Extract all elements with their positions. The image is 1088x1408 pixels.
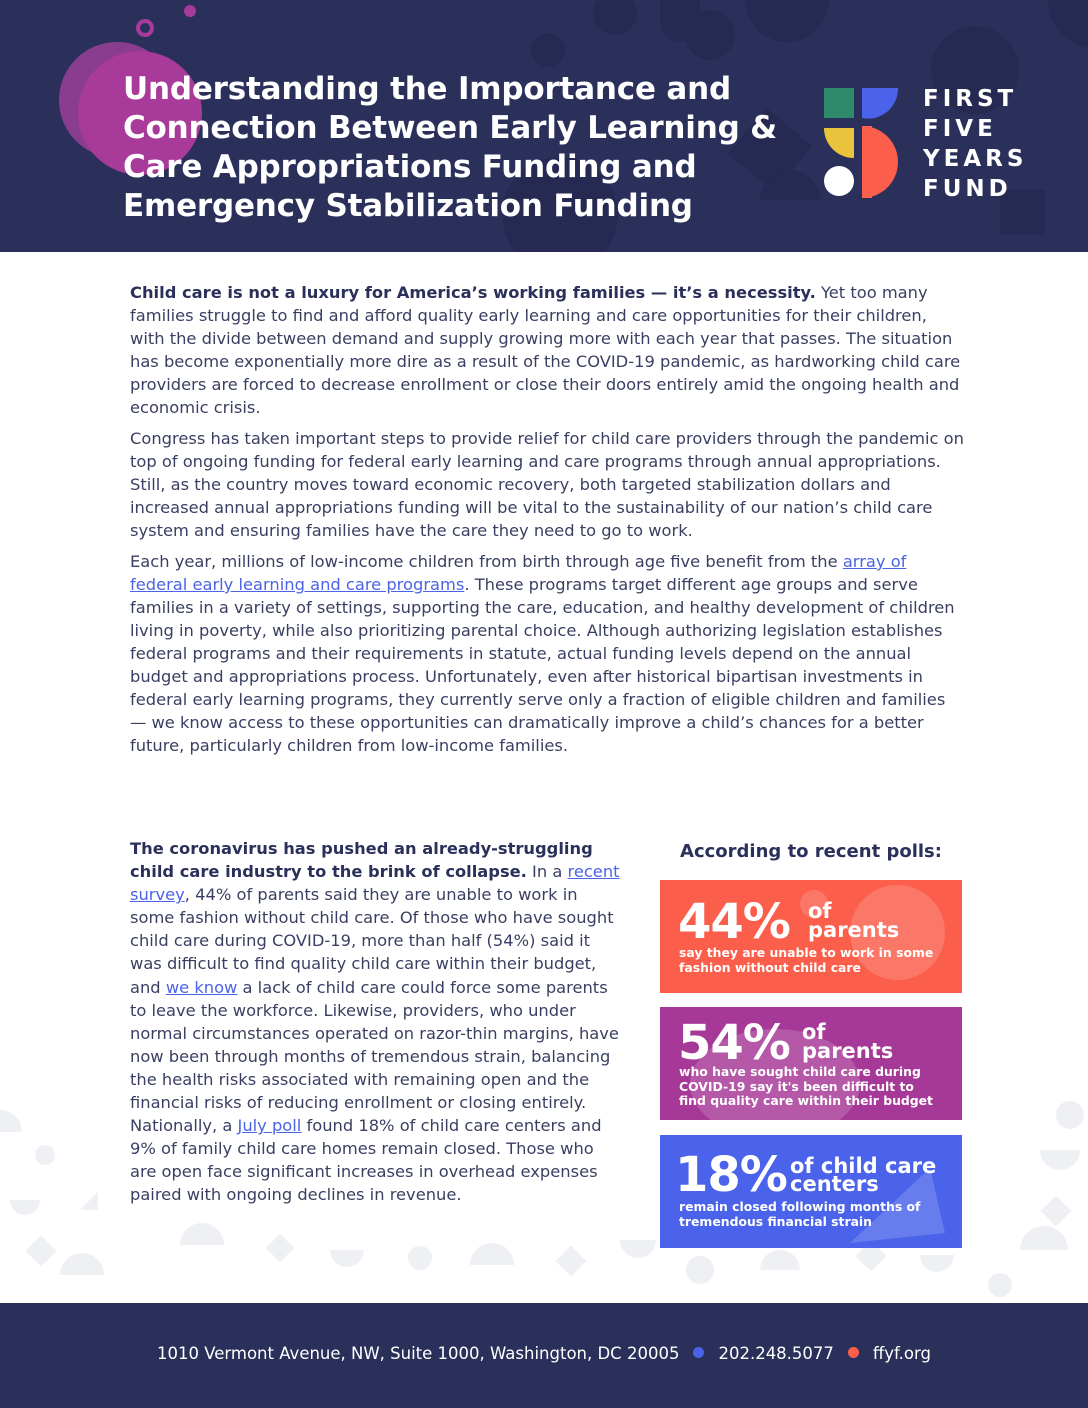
stat-value: 54% [678, 1015, 790, 1071]
stat-description: remain closed following months of tremendous financial strain [679, 1199, 921, 1229]
stat-group-label: parents [802, 1039, 894, 1063]
stat-of-label: of [802, 1020, 826, 1044]
stat-description: say they are unable to work in some fashion without child care [679, 945, 934, 975]
july-poll-link[interactable]: July poll [237, 1116, 302, 1136]
footer-phone[interactable]: 202.248.5077 [718, 1344, 834, 1363]
stat-value: 18% [675, 1147, 787, 1203]
stat-group-label: centers [790, 1172, 879, 1196]
footer-separator-dot [848, 1347, 859, 1358]
footer-website-link[interactable]: ffyf.org [872, 1344, 931, 1363]
programs-link[interactable]: array of federal early learning and care programs [130, 552, 907, 594]
footer-address: 1010 Vermont Avenue, NW, Suite 1000, Washington, DC 20005 [157, 1344, 680, 1363]
header-banner [0, 0, 1088, 252]
footer [0, 1303, 1088, 1408]
stat-of-label: of [808, 899, 832, 923]
recent-survey-link[interactable]: recent survey [130, 862, 620, 905]
we-know-link[interactable]: we know [165, 977, 238, 997]
coronavirus-paragraph: The coronavirus has pushed an already-struggling child care industry to the brink of collapse. In a recent survey, 44% of parents said they are unable to work in some fashion without child care. Of those who have sought child care during COVID-19, more than half (54%) said it was difficult to find quality child care within their budget, and we know a lack of child care could force some parents to leave the workforce. Likewise, providers, who under normal circumstances operated on razor-thin margins, have now been through months of tremendous strain, balancing the health risks associated with remaining open and the financial risks of reducing enrollment or closing entirely. Nationally, a July poll found 18% of child care centers and 9% of family child care homes remain closed. Those who are open face significant increases in overhead expenses paired with ongoing declines in revenue. [130, 839, 620, 1205]
stat-card-44-parents [660, 880, 962, 993]
stat-description: who have sought child care during COVID-19 say it's been difficult to find quality care within their budget [679, 1064, 933, 1108]
stat-group-label: parents [808, 918, 900, 942]
ffyf-logo-text: FIRST FIVE YEARS FUND [923, 86, 1028, 202]
intro-paragraph-2: Congress has taken important steps to provide relief for child care providers through the pandemic on top of ongoing funding for federal early learning and care programs through annual appropriations. Still, as the country moves toward economic recovery, both targeted stabilization dollars and increased annual appropriations funding will be vital to the sustainability of our nation’s child care system and ensuring families have the care they need to go to work. [130, 429, 964, 540]
footer-contact [0, 1344, 1088, 1363]
intro-paragraph-1: Child care is not a luxury for America’s working families — it’s a necessity. Yet too many families struggle to find and afford quality early learning and care opportunities for their children, with the divide between demand and supply growing more with each year that passes. The situation has become exponentially more dire as a result of the COVID-19 pandemic, as hardworking child care providers are forced to decrease enrollment or close their doors entirely amid the ongoing health and economic crisis. [130, 283, 961, 417]
ffyf-logo-icon [822, 86, 902, 198]
intro-paragraph-3: Each year, millions of low-income children from birth through age five benefit from the array of federal early learning and care programs. These programs target different age groups and serve families in a variety of settings, supporting the care, education, and healthy development of children living in poverty, while also prioritizing parental choice. Although authorizing legislation establishes federal programs and their requirements in statute, actual funding levels depend on the annual budget and appropriations process. Unfortunately, even after historical bipartisan investments in federal early learning programs, they currently serve only a fraction of eligible children and families — we know access to these opportunities can dramatically improve a child’s chances for a better future, particularly children from low-income families. [130, 552, 955, 755]
footer-separator-dot [693, 1347, 704, 1358]
intro-section [130, 281, 965, 765]
page-title: Understanding the Importance and Connection Between Early Learning & Care Appropriations Funding and Emergency Stabilization Funding [123, 71, 777, 224]
stat-value: 44% [678, 894, 790, 950]
polls-heading: According to recent polls: [680, 841, 942, 862]
stat-of-label: of child care [790, 1154, 937, 1178]
coronavirus-section [130, 837, 620, 1207]
stat-card-54-parents [660, 1007, 962, 1120]
stat-card-18-centers [660, 1135, 962, 1248]
